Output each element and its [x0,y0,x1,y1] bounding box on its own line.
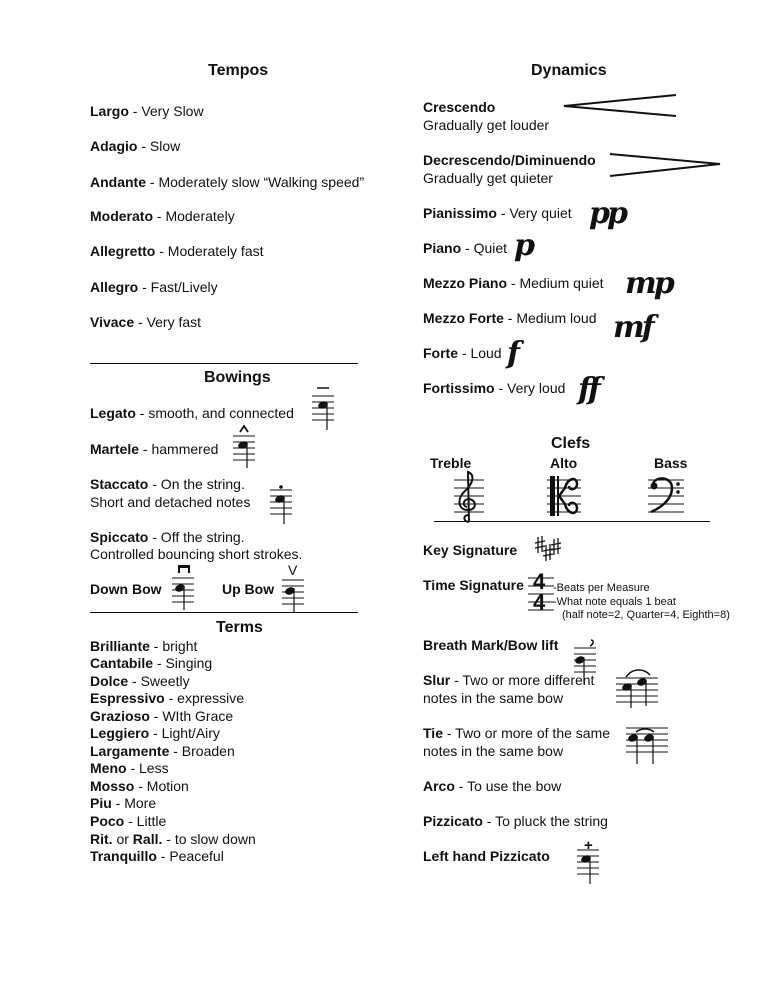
term-desc: - Less [126,760,169,776]
dynamic-term: Mezzo Piano [423,275,508,291]
term-name: Meno [90,760,127,776]
left-hand-pizzicato-icon [575,846,601,886]
spiccato-item [90,529,245,546]
dynamic-desc: - Loud [458,345,502,361]
tempo-desc: - Very fast [134,314,202,330]
tempo-item [90,208,235,225]
arco-desc: - To use the bow [454,778,562,794]
alto-label: Alto [550,455,578,471]
term-desc: or [112,831,133,847]
dynamic-item [423,310,596,327]
dynamic-item [423,345,502,362]
section-divider [434,521,710,522]
down-bow-label: Down Bow [90,581,162,597]
term-item [90,795,156,812]
pizzicato-desc: - To pluck the string [482,813,608,829]
key-signature-label: Key Signature [423,542,518,558]
time-signature-bottom: 4 [533,590,546,615]
treble-label: Treble [430,455,472,471]
term-name: Grazioso [90,708,150,724]
tempo-desc: - Very Slow [128,103,204,119]
staccato-item [90,476,245,493]
pizzicato-item [423,813,608,830]
term-item [90,778,189,795]
term-desc: - More [111,795,157,811]
staccato-desc: - On the string. [148,476,245,492]
decrescendo-icon [606,150,726,180]
decrescendo-term: Decrescendo/Diminuendo [423,152,596,168]
martele-notation-icon [231,424,257,470]
left-hand-pizzicato-label: Left hand Pizzicato [423,848,550,864]
time-signature-top: 4 [533,569,546,594]
dynamic-item [423,240,507,257]
slur-item [423,672,594,689]
term-desc: - Motion [134,778,189,794]
time-signature-detail: (half note=2, Quarter=4, Eighth=8) [562,609,730,621]
term-name: Brilliante [90,638,150,654]
terms-heading: Terms [216,619,263,636]
dynamic-term: Mezzo Forte [423,310,504,326]
term-item [90,831,256,848]
term-desc: - Sweetly [128,673,190,689]
tempo-desc: - Slow [137,138,181,154]
arco-item [423,778,561,795]
legato-item [90,405,294,422]
tie-desc: - Two or more of the same [442,725,611,741]
clefs-heading: Clefs [551,435,591,452]
tempo-item [90,103,204,120]
tempo-term: Moderato [90,208,153,224]
tempo-desc: - Moderately slow “Walking speed” [146,174,365,190]
term-desc: - Little [124,813,167,829]
spiccato-desc: - Off the string. [148,529,245,545]
term-name: Tranquillo [90,848,157,864]
martele-term: Martele [90,441,140,457]
tempo-term: Andante [90,174,146,190]
dynamic-item [423,205,572,222]
term-name: Poco [90,813,125,829]
term-item [90,690,244,707]
tie-desc-2: notes in the same bow [423,743,564,759]
term-item [90,725,220,742]
term-desc: - Light/Airy [149,725,220,741]
tempo-item [90,174,364,191]
martele-item [90,441,218,458]
term-desc-2: - to slow down [162,831,256,847]
time-signature-beats-note: -Beats per Measure [553,582,650,594]
staccato-desc-2: Short and detached notes [90,494,251,510]
term-item [90,708,233,725]
slur-desc-2: notes in the same bow [423,690,564,706]
term-item [90,655,212,672]
key-signature-sharps-icon [533,535,563,567]
dynamic-desc: - Medium loud [503,310,597,326]
legato-term: Legato [90,405,136,421]
tie-term: Tie [423,725,443,741]
fortissimo-symbol: ff [578,372,598,407]
pianissimo-symbol: pp [589,196,625,231]
dynamic-desc: - Very loud [494,380,566,396]
mezzo-piano-symbol: mp [625,266,672,301]
tempo-item [90,314,201,331]
dynamic-desc: - Quiet [461,240,508,256]
section-divider [90,363,358,364]
spiccato-term: Spiccato [90,529,149,545]
tempo-item [90,279,218,296]
staccato-term: Staccato [90,476,149,492]
tempo-term: Adagio [90,138,138,154]
legato-desc: - smooth, and connected [135,405,294,421]
crescendo-term: Crescendo [423,99,496,115]
tempo-desc: - Moderately [153,208,235,224]
tempo-term: Vivace [90,314,135,330]
term-name: Leggiero [90,725,150,741]
spiccato-desc-2: Controlled bouncing short strokes. [90,546,303,562]
tempo-term: Largo [90,103,129,119]
tie-item [423,725,610,742]
dynamic-item [423,380,565,397]
term-item [90,813,166,830]
bowings-heading: Bowings [204,369,271,386]
time-signature-label: Time Signature [423,577,524,593]
dynamic-term: Pianissimo [423,205,497,221]
section-divider [90,612,358,613]
tempo-desc: - Fast/Lively [138,279,218,295]
term-item [90,638,197,655]
term-desc: - bright [149,638,198,654]
term-item [90,848,224,865]
martele-desc: - hammered [139,441,219,457]
crescendo-desc: Gradually get louder [423,117,550,133]
tempo-desc: - Moderately fast [155,243,264,259]
dynamic-term: Fortissimo [423,380,495,396]
breath-mark-label: Breath Mark/Bow lift [423,637,559,653]
staccato-notation-icon [268,478,294,526]
dynamic-desc: - Medium quiet [507,275,604,291]
term-desc: - Peaceful [156,848,224,864]
term-item [90,743,235,760]
term-desc: - Broaden [169,743,235,759]
term-name: Piu [90,795,112,811]
term-name: Dolce [90,673,129,689]
term-item [90,760,169,777]
term-name-2: Rall. [132,831,163,847]
term-name: Largamente [90,743,170,759]
left-hand-pizzicato-plus: + [584,837,593,854]
tie-notation-icon [626,724,668,766]
term-name: Rit. [90,831,113,847]
alto-clef-icon [547,472,581,520]
term-desc: - Singing [153,655,213,671]
piano-symbol: p [514,228,532,263]
decrescendo-desc: Gradually get quieter [423,170,553,186]
tempo-item [90,138,180,155]
term-name: Cantabile [90,655,154,671]
dynamic-term: Forte [423,345,458,361]
crescendo-icon [560,92,680,122]
tempos-heading: Tempos [208,62,269,79]
dynamic-item [423,275,604,292]
bass-clef-icon [648,472,684,520]
down-bow-notation-icon [170,564,196,612]
dynamics-heading: Dynamics [531,62,607,79]
tempo-item [90,243,264,260]
pizzicato-term: Pizzicato [423,813,483,829]
up-bow-notation-icon [280,576,306,614]
slur-desc: - Two or more different [450,672,595,688]
tempo-term: Allegro [90,279,139,295]
term-item [90,673,190,690]
tempo-term: Allegretto [90,243,156,259]
term-name: Espressivo [90,690,165,706]
slur-notation-icon [616,666,658,710]
treble-clef-icon [452,470,486,524]
up-bow-label: Up Bow [222,581,275,597]
up-bow-symbol: V [288,562,298,578]
legato-notation-icon [310,382,336,432]
forte-symbol: f [507,336,517,371]
time-signature-value-note: -What note equals 1 beat [553,596,676,608]
bass-label: Bass [654,455,688,471]
dynamic-desc: - Very quiet [496,205,572,221]
term-name: Mosso [90,778,135,794]
dynamic-term: Piano [423,240,462,256]
slur-term: Slur [423,672,451,688]
term-desc: - expressive [164,690,245,706]
mezzo-forte-symbol: mf [613,310,652,345]
term-desc: - WIth Grace [149,708,234,724]
arco-term: Arco [423,778,455,794]
